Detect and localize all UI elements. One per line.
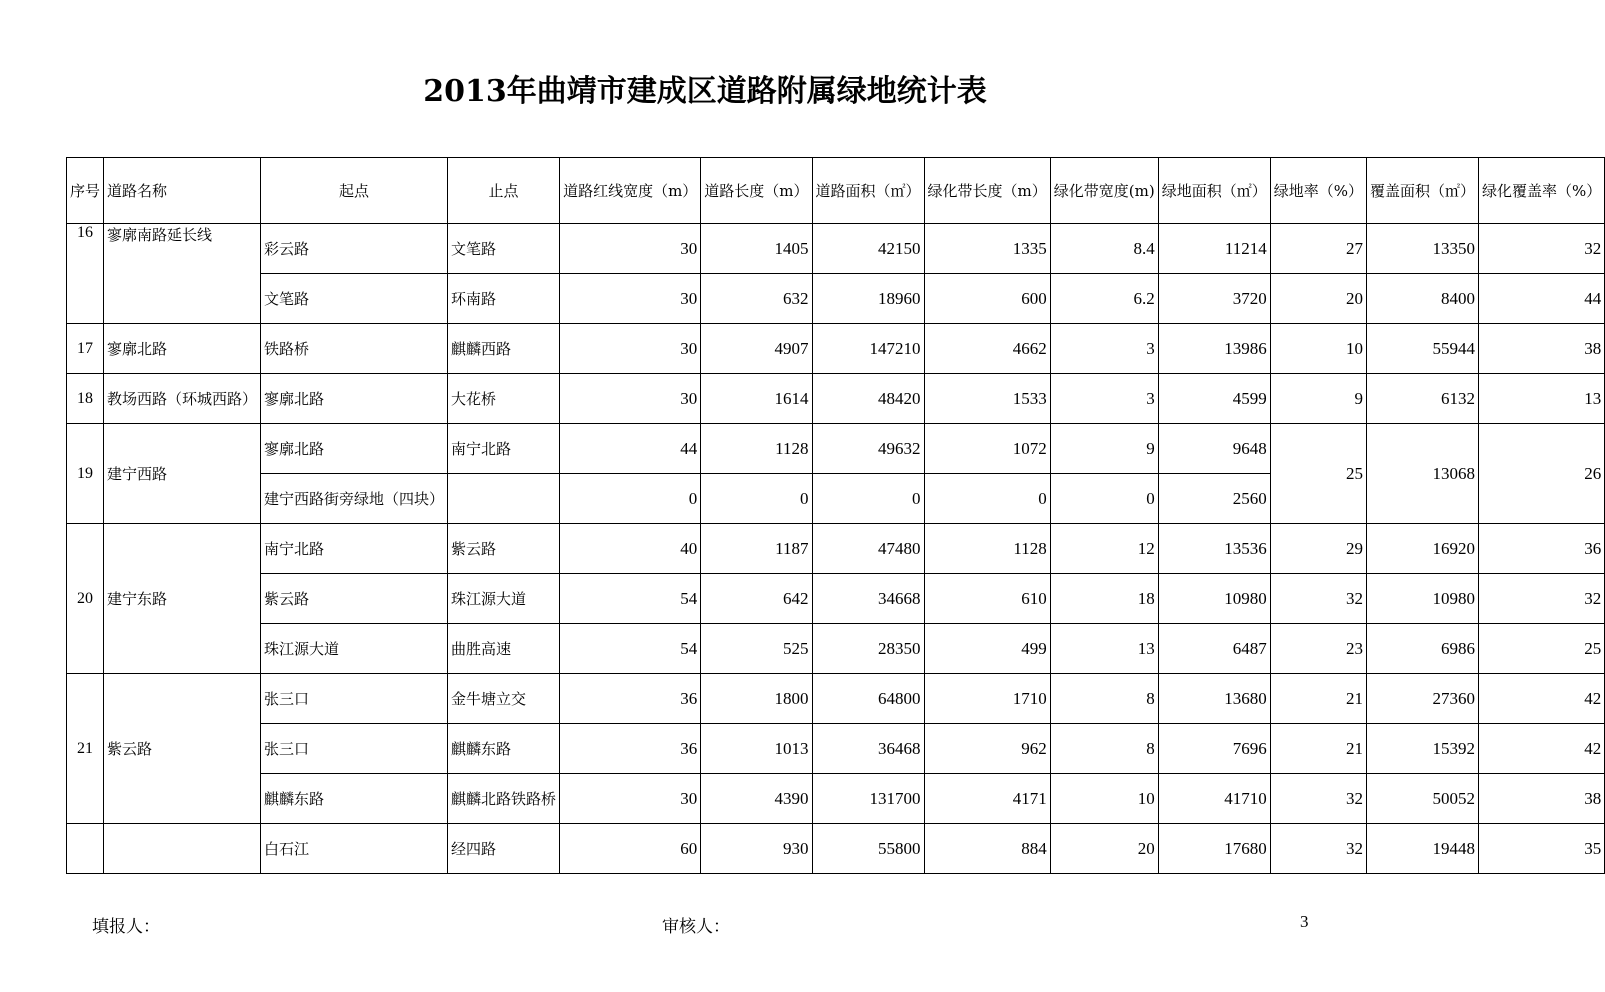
row-green-area: 10980 — [1158, 574, 1270, 624]
row-belt-width: 9 — [1050, 424, 1158, 474]
row-end — [448, 474, 560, 524]
row-length: 1800 — [701, 674, 812, 724]
row-start: 张三口 — [261, 724, 448, 774]
table-row — [67, 724, 1605, 774]
row-cover-rate: 44 — [1479, 274, 1605, 324]
row-start: 白石江 — [261, 824, 448, 874]
row-green-rate: 10 — [1270, 324, 1366, 374]
table-row — [67, 524, 1605, 574]
row-index: 16 — [67, 224, 104, 324]
row-belt-length: 962 — [924, 724, 1050, 774]
header-road-length: 道路长度（m） — [701, 158, 812, 224]
row-belt-length: 1335 — [924, 224, 1050, 274]
row-belt-length: 4171 — [924, 774, 1050, 824]
row-end: 南宁北路 — [448, 424, 560, 474]
row-length: 642 — [701, 574, 812, 624]
header-index: 序号 — [67, 158, 104, 224]
row-cover-area: 13350 — [1367, 224, 1479, 274]
row-green-area: 6487 — [1158, 624, 1270, 674]
row-green-area: 41710 — [1158, 774, 1270, 824]
row-belt-width: 13 — [1050, 624, 1158, 674]
row-green-area: 4599 — [1158, 374, 1270, 424]
row-cover-rate: 38 — [1479, 324, 1605, 374]
row-cover-area: 16920 — [1367, 524, 1479, 574]
row-belt-length: 600 — [924, 274, 1050, 324]
row-index: 19 — [67, 424, 104, 524]
row-start: 南宁北路 — [261, 524, 448, 574]
row-belt-width: 0 — [1050, 474, 1158, 524]
row-area: 47480 — [812, 524, 924, 574]
row-green-rate: 29 — [1270, 524, 1366, 574]
row-area: 55800 — [812, 824, 924, 874]
row-belt-width: 10 — [1050, 774, 1158, 824]
row-belt-length: 1128 — [924, 524, 1050, 574]
row-width: 30 — [560, 374, 701, 424]
row-length: 632 — [701, 274, 812, 324]
row-cover-area: 50052 — [1367, 774, 1479, 824]
row-green-area: 3720 — [1158, 274, 1270, 324]
row-cover-area: 19448 — [1367, 824, 1479, 874]
row-belt-length: 1533 — [924, 374, 1050, 424]
row-belt-length: 1072 — [924, 424, 1050, 474]
row-road-name: 紫云路 — [104, 674, 261, 824]
table-header-row — [67, 158, 1605, 224]
row-cover-rate: 42 — [1479, 724, 1605, 774]
row-start: 建宁西路街旁绿地（四块） — [261, 474, 448, 524]
row-index: 18 — [67, 374, 104, 424]
row-length: 0 — [701, 474, 812, 524]
row-end: 环南路 — [448, 274, 560, 324]
row-length: 1013 — [701, 724, 812, 774]
row-green-area: 13680 — [1158, 674, 1270, 724]
row-road-name: 教场西路（环城西路） — [104, 374, 261, 424]
row-length: 1614 — [701, 374, 812, 424]
row-belt-width: 12 — [1050, 524, 1158, 574]
row-belt-length: 1710 — [924, 674, 1050, 724]
row-cover-rate: 38 — [1479, 774, 1605, 824]
row-cover-rate: 35 — [1479, 824, 1605, 874]
row-start: 寥廓北路 — [261, 424, 448, 474]
row-width: 44 — [560, 424, 701, 474]
table-row — [67, 424, 1605, 474]
row-green-rate: 27 — [1270, 224, 1366, 274]
row-belt-width: 3 — [1050, 374, 1158, 424]
row-index — [67, 824, 104, 874]
row-green-rate: 21 — [1270, 724, 1366, 774]
row-road-name: 寥廓北路 — [104, 324, 261, 374]
row-cover-area: 8400 — [1367, 274, 1479, 324]
row-green-rate: 32 — [1270, 774, 1366, 824]
row-area: 34668 — [812, 574, 924, 624]
row-end: 曲胜高速 — [448, 624, 560, 674]
row-green-rate: 25 — [1270, 424, 1366, 524]
table-row — [67, 774, 1605, 824]
row-area: 64800 — [812, 674, 924, 724]
row-belt-length: 610 — [924, 574, 1050, 624]
row-road-name: 建宁西路 — [104, 424, 261, 524]
table-row — [67, 624, 1605, 674]
row-length: 4390 — [701, 774, 812, 824]
header-cover-rate: 绿化覆盖率（%） — [1479, 158, 1605, 224]
row-area: 49632 — [812, 424, 924, 474]
row-end: 经四路 — [448, 824, 560, 874]
row-green-area: 2560 — [1158, 474, 1270, 524]
row-width: 30 — [560, 274, 701, 324]
row-belt-width: 8 — [1050, 674, 1158, 724]
header-belt-length: 绿化带长度（m） — [924, 158, 1050, 224]
row-area: 36468 — [812, 724, 924, 774]
row-cover-rate: 32 — [1479, 574, 1605, 624]
row-length: 1405 — [701, 224, 812, 274]
header-green-rate: 绿地率（%） — [1270, 158, 1366, 224]
header-road-name: 道路名称 — [104, 158, 261, 224]
row-index: 21 — [67, 674, 104, 824]
page-title: 2013年曲靖市建成区道路附属绿地统计表 — [423, 74, 987, 109]
row-area: 18960 — [812, 274, 924, 324]
row-area: 28350 — [812, 624, 924, 674]
row-width: 54 — [560, 574, 701, 624]
table-row — [67, 374, 1605, 424]
row-green-area: 13536 — [1158, 524, 1270, 574]
header-cover-area: 覆盖面积（㎡） — [1367, 158, 1479, 224]
row-green-rate: 21 — [1270, 674, 1366, 724]
row-start: 寥廓北路 — [261, 374, 448, 424]
header-green-area: 绿地面积（㎡） — [1158, 158, 1270, 224]
row-cover-rate: 42 — [1479, 674, 1605, 724]
row-green-rate: 9 — [1270, 374, 1366, 424]
row-road-name — [104, 824, 261, 874]
page-number: 3 — [1300, 912, 1309, 931]
row-belt-length: 4662 — [924, 324, 1050, 374]
row-cover-area: 6132 — [1367, 374, 1479, 424]
row-belt-width: 20 — [1050, 824, 1158, 874]
row-road-name: 建宁东路 — [104, 524, 261, 674]
row-start: 麒麟东路 — [261, 774, 448, 824]
row-width: 36 — [560, 674, 701, 724]
row-cover-rate: 26 — [1479, 424, 1605, 524]
table-row — [67, 674, 1605, 724]
row-cover-rate: 25 — [1479, 624, 1605, 674]
header-road-area: 道路面积（㎡） — [812, 158, 924, 224]
row-area: 48420 — [812, 374, 924, 424]
footer-reviewer: 审核人： — [662, 917, 730, 937]
row-end: 麒麟西路 — [448, 324, 560, 374]
row-cover-area: 15392 — [1367, 724, 1479, 774]
row-belt-length: 499 — [924, 624, 1050, 674]
row-length: 1187 — [701, 524, 812, 574]
row-cover-area: 55944 — [1367, 324, 1479, 374]
table-row — [67, 574, 1605, 624]
row-start: 铁路桥 — [261, 324, 448, 374]
row-area: 0 — [812, 474, 924, 524]
row-green-area: 17680 — [1158, 824, 1270, 874]
row-belt-width: 8 — [1050, 724, 1158, 774]
row-end: 珠江源大道 — [448, 574, 560, 624]
footer-filler: 填报人： — [92, 917, 160, 937]
header-belt-width: 绿化带宽度(m) — [1050, 158, 1158, 224]
row-length: 4907 — [701, 324, 812, 374]
row-green-area: 13986 — [1158, 324, 1270, 374]
row-length: 1128 — [701, 424, 812, 474]
row-green-area: 11214 — [1158, 224, 1270, 274]
row-cover-rate: 13 — [1479, 374, 1605, 424]
row-length: 525 — [701, 624, 812, 674]
green-space-table — [66, 157, 1605, 874]
header-end: 止点 — [448, 158, 560, 224]
row-area: 42150 — [812, 224, 924, 274]
row-start: 张三口 — [261, 674, 448, 724]
row-length: 930 — [701, 824, 812, 874]
row-index: 17 — [67, 324, 104, 374]
row-area: 147210 — [812, 324, 924, 374]
row-width: 54 — [560, 624, 701, 674]
row-start: 彩云路 — [261, 224, 448, 274]
table-row — [67, 224, 1605, 274]
row-cover-area: 6986 — [1367, 624, 1479, 674]
row-start: 文笔路 — [261, 274, 448, 324]
row-index: 20 — [67, 524, 104, 674]
row-width: 36 — [560, 724, 701, 774]
row-green-area: 7696 — [1158, 724, 1270, 774]
row-road-name: 寥廓南路延长线 — [104, 224, 261, 324]
row-green-area: 9648 — [1158, 424, 1270, 474]
row-cover-area: 13068 — [1367, 424, 1479, 524]
table-row — [67, 824, 1605, 874]
row-end: 文笔路 — [448, 224, 560, 274]
row-belt-width: 3 — [1050, 324, 1158, 374]
row-width: 60 — [560, 824, 701, 874]
row-end: 麒麟北路铁路桥 — [448, 774, 560, 824]
table-row — [67, 324, 1605, 374]
table-row — [67, 274, 1605, 324]
row-belt-width: 6.2 — [1050, 274, 1158, 324]
row-width: 30 — [560, 774, 701, 824]
row-cover-area: 27360 — [1367, 674, 1479, 724]
row-width: 40 — [560, 524, 701, 574]
row-end: 麒麟东路 — [448, 724, 560, 774]
row-width: 30 — [560, 224, 701, 274]
row-green-rate: 23 — [1270, 624, 1366, 674]
row-cover-area: 10980 — [1367, 574, 1479, 624]
row-start: 紫云路 — [261, 574, 448, 624]
row-start: 珠江源大道 — [261, 624, 448, 674]
header-red-line-width: 道路红线宽度（m） — [560, 158, 701, 224]
row-green-rate: 32 — [1270, 824, 1366, 874]
row-end: 金牛塘立交 — [448, 674, 560, 724]
row-belt-length: 884 — [924, 824, 1050, 874]
row-belt-width: 18 — [1050, 574, 1158, 624]
row-end: 紫云路 — [448, 524, 560, 574]
row-cover-rate: 32 — [1479, 224, 1605, 274]
row-width: 0 — [560, 474, 701, 524]
header-start: 起点 — [261, 158, 448, 224]
row-belt-length: 0 — [924, 474, 1050, 524]
row-belt-width: 8.4 — [1050, 224, 1158, 274]
row-cover-rate: 36 — [1479, 524, 1605, 574]
row-area: 131700 — [812, 774, 924, 824]
row-width: 30 — [560, 324, 701, 374]
row-green-rate: 32 — [1270, 574, 1366, 624]
row-green-rate: 20 — [1270, 274, 1366, 324]
row-end: 大花桥 — [448, 374, 560, 424]
